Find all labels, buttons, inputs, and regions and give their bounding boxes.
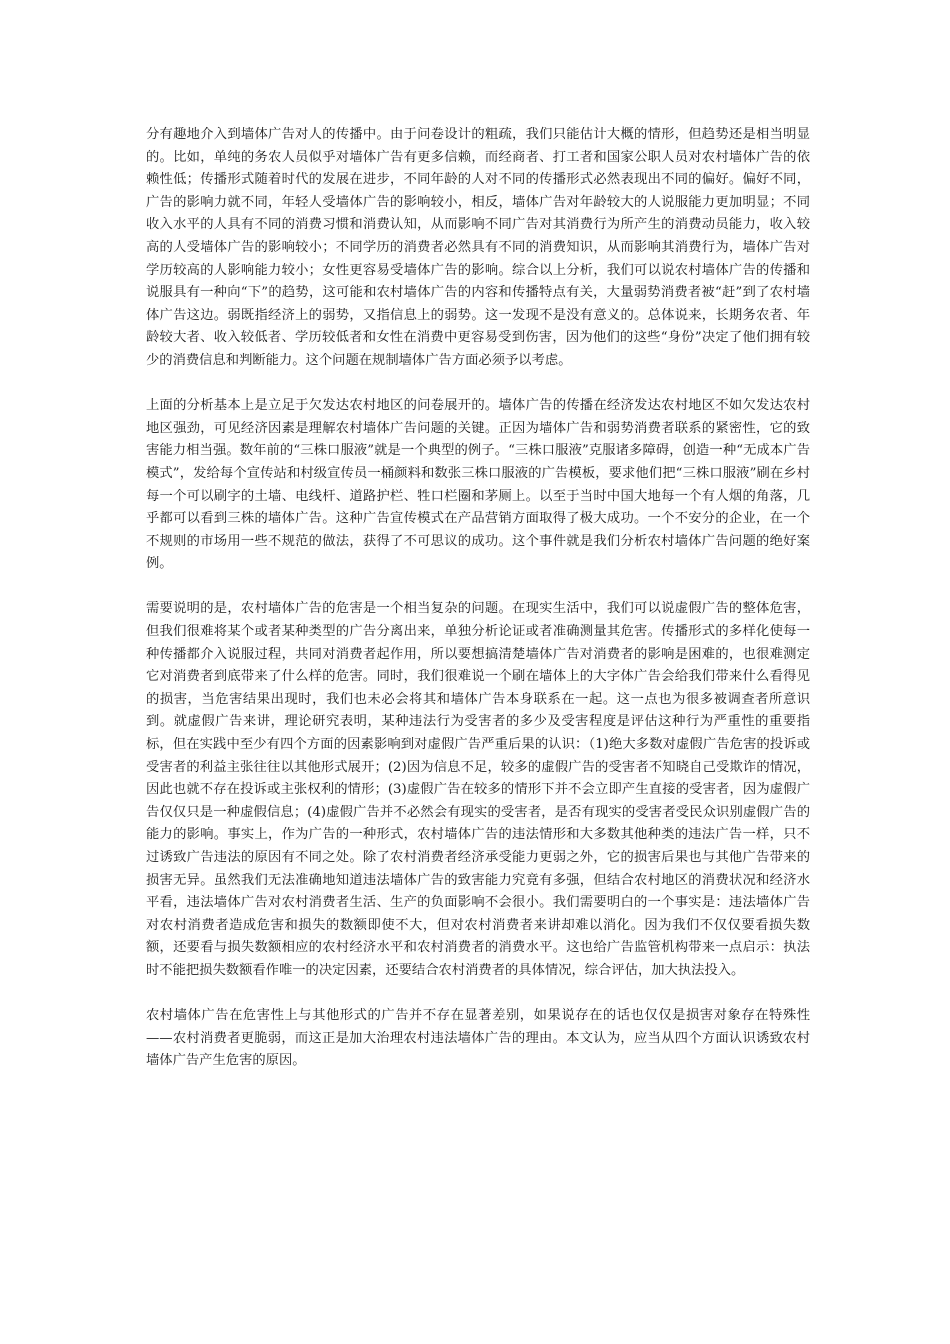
document-body <box>146 124 810 1096</box>
paragraph-3: 需要说明的是，农村墙体广告的危害是一个相当复杂的问题。在现实生活中，我们可以说虚假广告的整体危害，但我们很难将某个或者某种类型的广告分离出来，单独分析论证或者准确测量其危害。传播形式的多样化使每一种传播都介入说服过程，共同对消费者起作用，所以要想搞清楚墙体广告对消费者的影响是困难的，也很难测定它对消费者到底带来了什么样的危害。同时，我们很难说一个刷在墙体上的大字体广告会给我们带来什么看得见的损害，当危害结果出现时，我们也未必会将其和墙体广告本身联系在一起。这一点也为很多被调查者所意识到。就虚假广告来讲，理论研究表明，某种违法行为受害者的多少及受害程度是评估这种行为严重性的重要指标，但在实践中至少有四个方面的因素影响到对虚假广告严重后果的认识：（1)绝大多数对虚假广告危害的投诉或受害者的利益主张往往以其他形式展开；(2)因为信息不足，较多的虚假广告的受害者不知晓自己受欺诈的情况，因此也就不存在投诉或主张权利的情形；(3)虚假广告在较多的情形下并不会立即产生直接的受害者，因为虚假广告仅仅只是一种虚假信息；(4)虚假广告并不必然会有现实的受害者，是否有现实的受害者受民众识别虚假广告的能力的影响。事实上，作为广告的一种形式，农村墙体广告的违法情形和大多数其他种类的违法广告一样，只不过诱致广告违法的原因有不同之处。除了农村消费者经济承受能力更弱之外，它的损害后果也与其他广告带来的损害无异。虽然我们无法准确地知道违法墙体广告的致害能力究竟有多强，但结合农村地区的消费状况和经济水平看，违法墙体广告对农村消费者生活、生产的负面影响不会很小。我们需要明白的一个事实是：违法墙体广告对农村消费者造成危害和损失的数额即使不大，但对农村消费者来讲却难以消化。因为我们不仅仅要看损失数额，还要看与损失数额相应的农村经济水平和农村消费者的消费水平。这也给广告监管机构带来一点启示：执法时不能把损失数额看作唯一的决定因素，还要结合农村消费者的具体情况，综合评估，加大执法投入。 <box>146 601 810 978</box>
paragraph-4: 农村墙体广告在危害性上与其他形式的广告并不存在显著差别，如果说存在的话也仅仅是损害对象存在特殊性——农村消费者更脆弱，而这正是加大治理农村违法墙体广告的理由。本文认为，应当从四个方面认识诱致农村墙体广告产生危害的原因。 <box>146 1008 810 1069</box>
paragraph-2: 上面的分析基本上是立足于欠发达农村地区的问卷展开的。墙体广告的传播在经济发达农村地区不如欠发达农村地区强劲，可见经济因素是理解农村墙体广告问题的关键。正因为墙体广告和弱势消费者联系的紧密性，它的致害能力相当强。数年前的“三株口服液”就是一个典型的例子。“三株口服液”克服诸多障碍，创造一种“无成本广告模式”，发给每个宣传站和村级宣传员一桶颜料和数张三株口服液的广告模板，要求他们把“三株口服液”刷在乡村每一个可以刷字的土墙、电线杆、道路护栏、牲口栏圈和茅厕上。以至于当时中国大地每一个有人烟的角落，几乎都可以看到三株的墙体广告。这种广告宣传模式在产品营销方面取得了极大成功。一个不安分的企业，在一个不规则的市场用一些不规范的做法，获得了不可思议的成功。这个事件就是我们分析农村墙体广告问题的绝好案例。 <box>146 398 810 572</box>
paragraph-1: 分有趣地介入到墙体广告对人的传播中。由于问卷设计的粗疏，我们只能估计大概的情形，但趋势还是相当明显的。比如，单纯的务农人员似乎对墙体广告有更多信赖，而经商者、打工者和国家公职人员对农村墙体广告的依赖性低；传播形式随着时代的发展在进步，不同年龄的人对不同的传播形式必然表现出不同的偏好。偏好不同，广告的影响力就不同，年轻人受墙体广告的影响较小，相反，墙体广告对年龄较大的人说服能力更加明显；不同收入水平的人具有不同的消费习惯和消费认知，从而影响不同广告对其消费行为所产生的消费动员能力，收入较高的人受墙体广告的影响较小；不同学历的消费者必然具有不同的消费知识，从而影响其消费行为，墙体广告对学历较高的人影响能力较小；女性更容易受墙体广告的影响。综合以上分析，我们可以说农村墙体广告的传播和说服具有一种向“下”的趋势，这可能和农村墙体广告的内容和传播特点有关，大量弱势消费者被“赶”到了农村墙体广告这边。弱既指经济上的弱势，又指信息上的弱势。这一发现不是没有意义的。总体说来，长期务农者、年龄较大者、收入较低者、学历较低者和女性在消费中更容易受到伤害，因为他们的这些“身份”决定了他们拥有较少的消费信息和判断能力。这个问题在规制墙体广告方面必须予以考虑。 <box>146 127 810 368</box>
